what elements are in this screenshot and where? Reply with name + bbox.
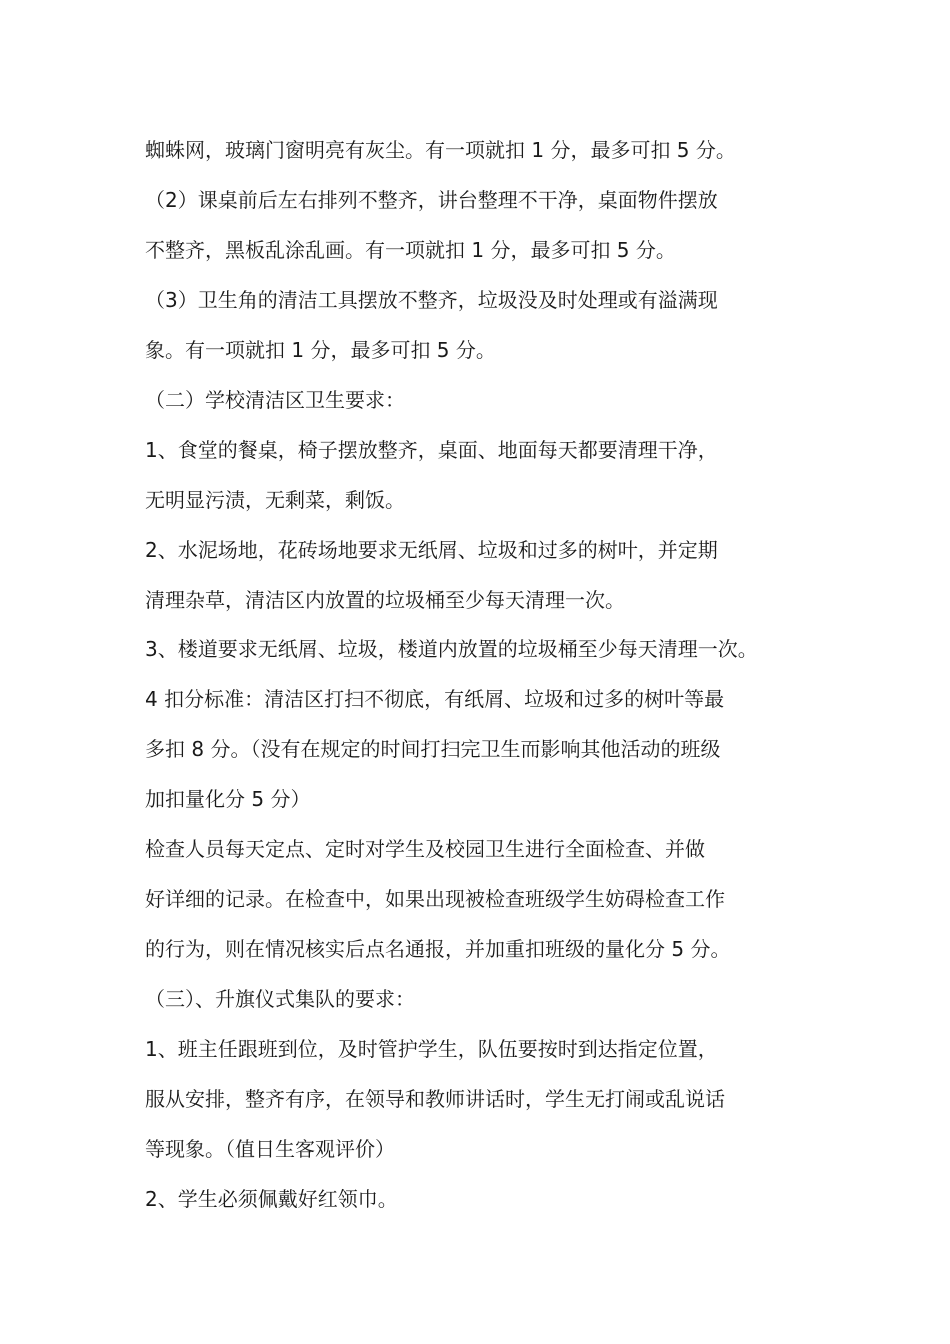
text-line: 1、班主任跟班到位，及时管护学生，队伍要按时到达指定位置， (145, 1037, 718, 1061)
text-line: 等现象。（值日生客观评价） (145, 1137, 395, 1161)
text-line: 2、水泥场地，花砖场地要求无纸屑、垃圾和过多的树叶，并定期 (145, 538, 718, 562)
section-heading: （二）学校清洁区卫生要求： (145, 388, 405, 412)
text-line: 加扣量化分 5 分） (145, 787, 311, 811)
text-line: 象。有一项就扣 1 分，最多可扣 5 分。 (145, 338, 496, 362)
text-line: 的行为，则在情况核实后点名通报，并加重扣班级的量化分 5 分。 (145, 937, 731, 961)
text-line: 检查人员每天定点、定时对学生及校园卫生进行全面检查、并做 (145, 837, 705, 861)
text-line: 好详细的记录。在检查中，如果出现被检查班级学生妨碍检查工作 (145, 887, 725, 911)
text-line: 服从安排，整齐有序，在领导和教师讲话时，学生无打闹或乱说话 (145, 1087, 725, 1111)
section-heading: （三）、升旗仪式集队的要求： (145, 987, 415, 1011)
text-line: 不整齐，黑板乱涂乱画。有一项就扣 1 分，最多可扣 5 分。 (145, 238, 676, 262)
text-line: 3、楼道要求无纸屑、垃圾，楼道内放置的垃圾桶至少每天清理一次。 (145, 637, 758, 661)
text-line: 1、食堂的餐桌，椅子摆放整齐，桌面、地面每天都要清理干净， (145, 438, 718, 462)
text-line: 无明显污渍，无剩菜，剩饭。 (145, 488, 405, 512)
text-line: 蜘蛛网，玻璃门窗明亮有灰尘。有一项就扣 1 分，最多可扣 5 分。 (145, 138, 736, 162)
text-line: 清理杂草，清洁区内放置的垃圾桶至少每天清理一次。 (145, 588, 625, 612)
text-line: （2）课桌前后左右排列不整齐，讲台整理不干净，桌面物件摆放 (145, 188, 718, 212)
text-line: 2、学生必须佩戴好红领巾。 (145, 1187, 398, 1211)
text-line: 4 扣分标准：清洁区打扫不彻底，有纸屑、垃圾和过多的树叶等最 (145, 687, 725, 711)
text-line: （3）卫生角的清洁工具摆放不整齐，垃圾没及时处理或有溢满现 (145, 288, 718, 312)
text-line: 多扣 8 分。（没有在规定的时间打扫完卫生而影响其他活动的班级 (145, 737, 721, 761)
